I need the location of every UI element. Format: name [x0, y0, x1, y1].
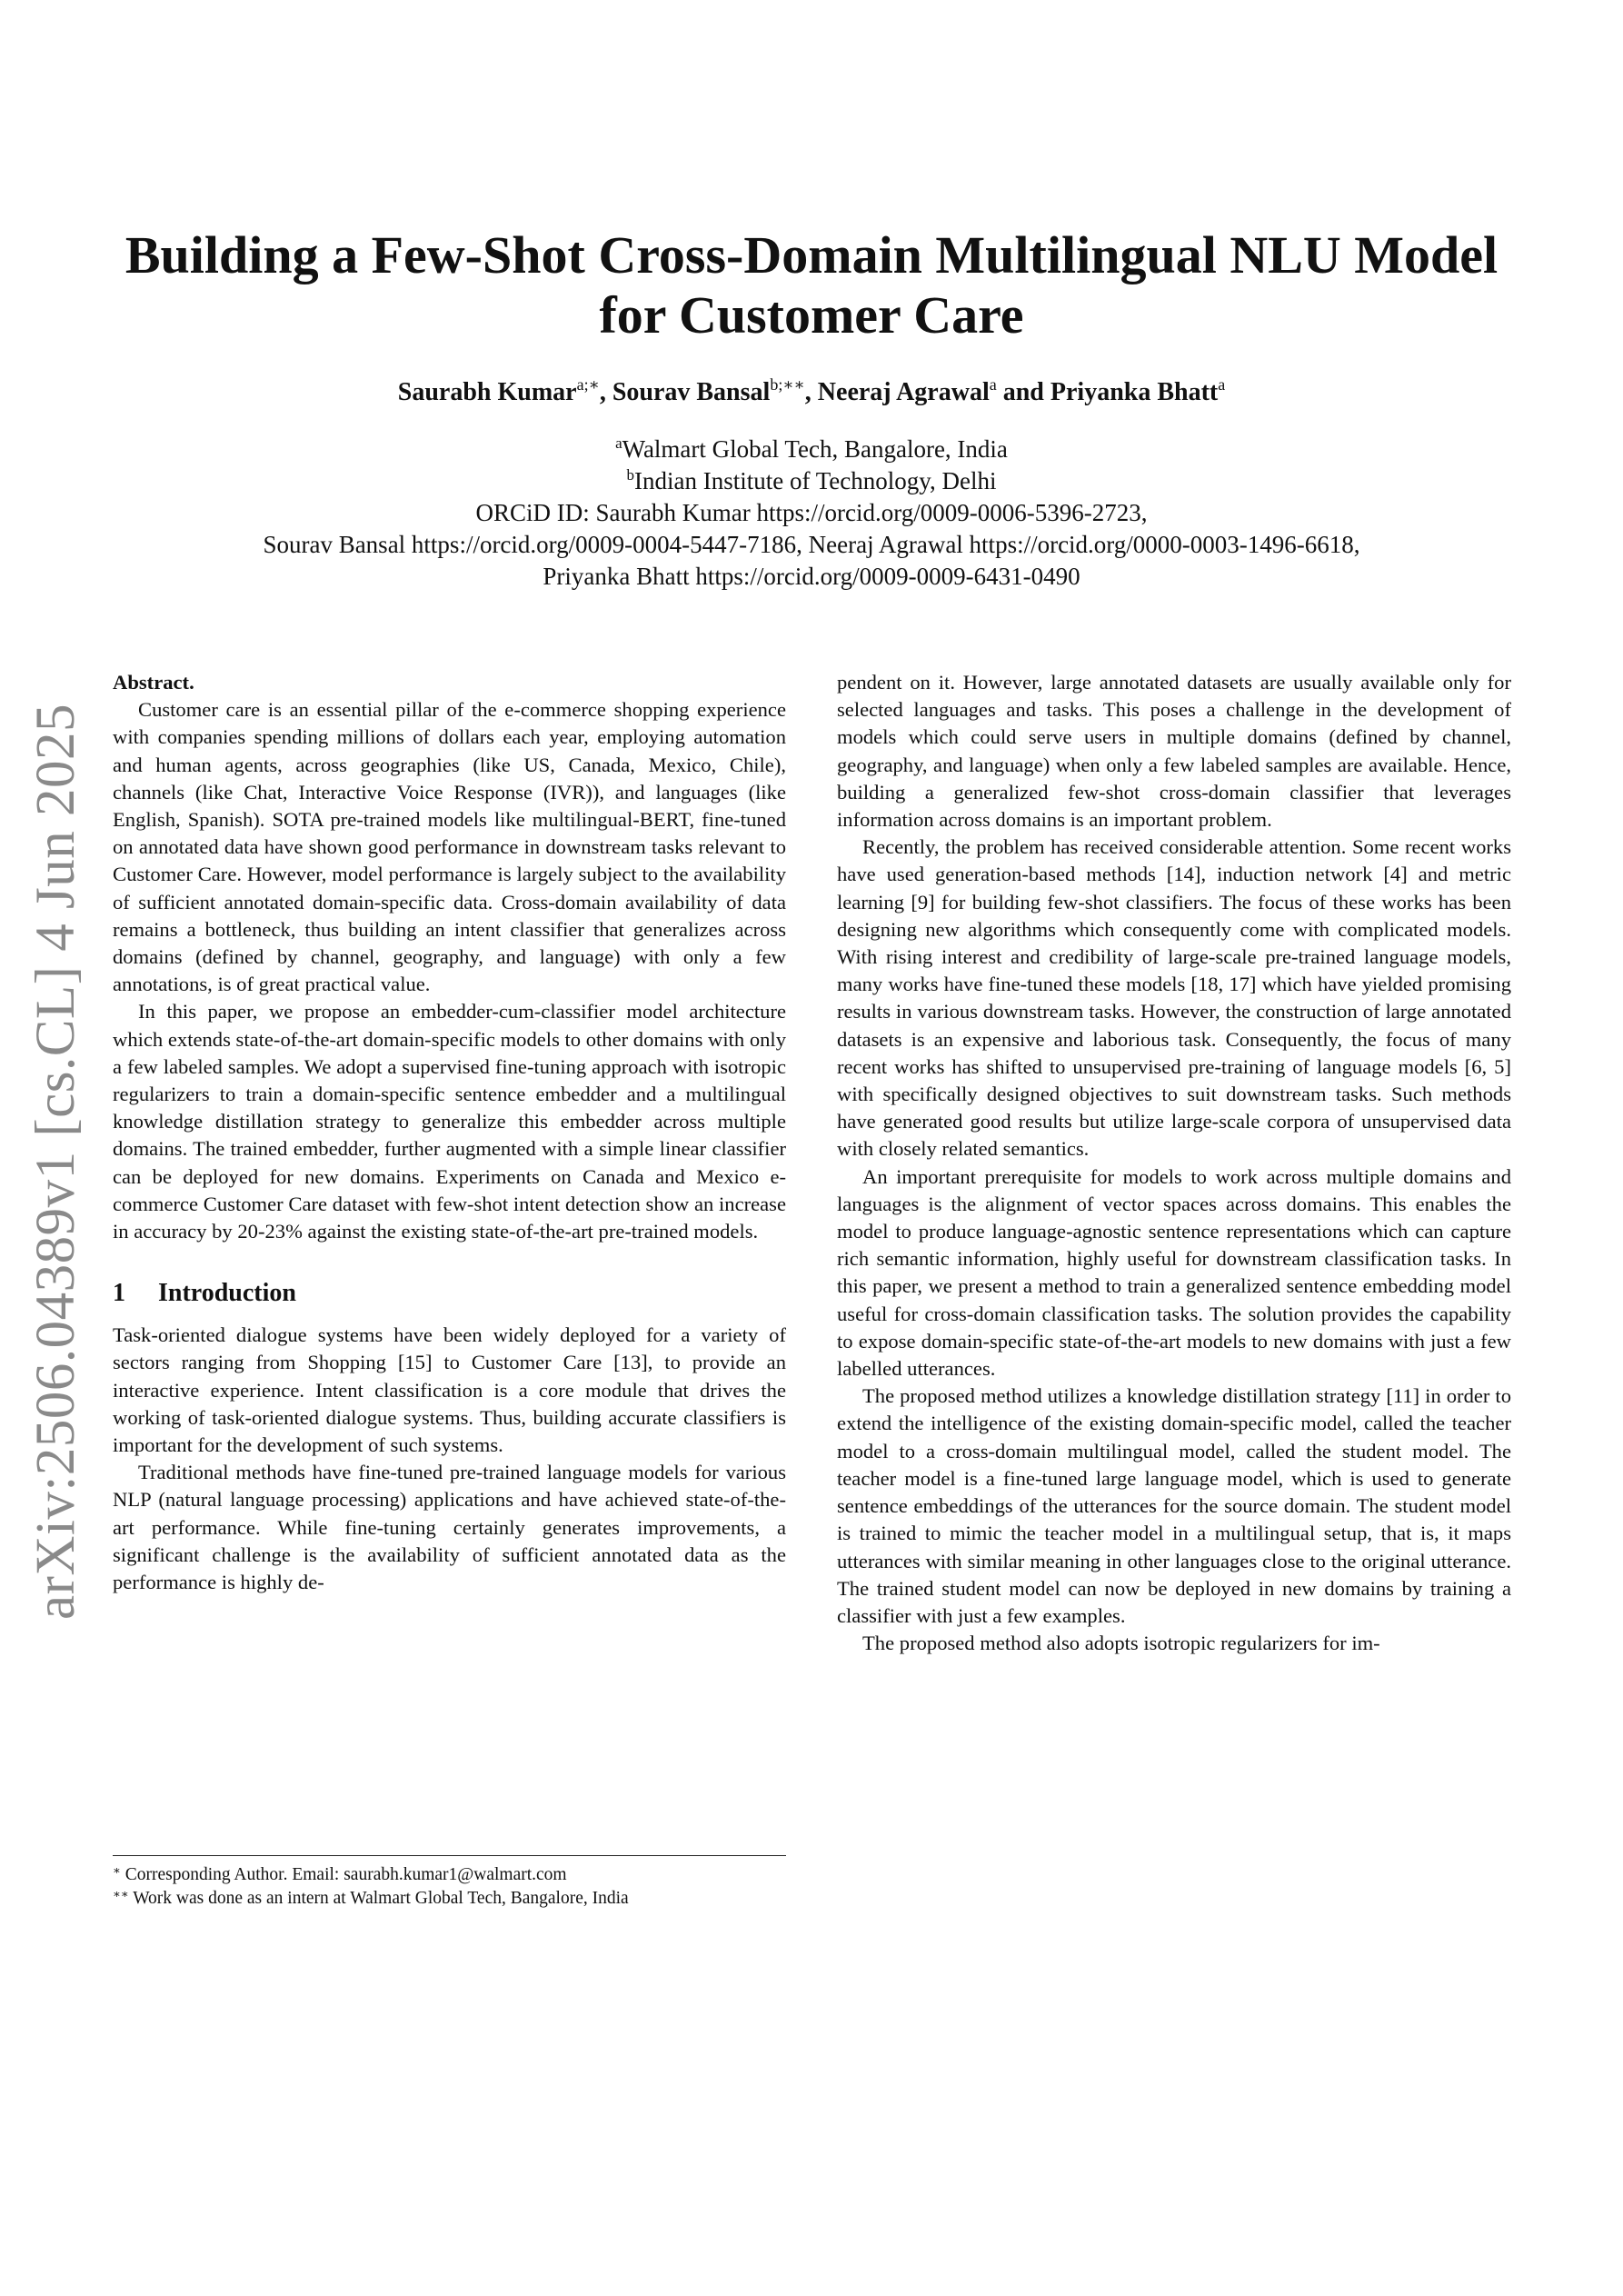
footnote-text: Corresponding Author. Email: saurabh.kumar1@walmart.com: [124, 1865, 567, 1884]
section-title: Introduction: [158, 1279, 296, 1308]
right-column: [837, 669, 1511, 1657]
abstract-paragraph: Customer care is an essential pillar of the e-commerce shopping experience with companies spending millions of dollars each year, employing automation and human agents, across geographies (like US, Canada, Mexico, Chile), channels (like Chat, Interactive Voice Response (IVR)), and languages (like English, Spanish). SOTA pre-trained models like multilingual-BERT, fine-tuned on annotated data have shown good performance in downstream tasks relevant to Customer Care. However, model performance is largely subject to the availability of sufficient annotated domain-specific data. Cross-domain availability of data remains a bottleneck, thus building an intent classifier that generalizes across domains (defined by channel, geography, and language) with only a few annotations, is of great practical value.: [113, 698, 786, 996]
author-separator: ,: [599, 378, 612, 406]
author-name: Neeraj Agrawal: [817, 378, 990, 406]
body-paragraph: The proposed method utilizes a knowledge distillation strategy [11] in order to extend the intelligence of the existing domain-specific model, called the teacher model to a cross-domain multilingual model, called the student model. The teacher model is a fine-tuned large language model, which is used to generate sentence embeddings of the utterances for the source domain. The student model is trained to mimic the teacher model in a multilingual setup, that is, it maps utterances with similar meaning in other languages close to the original utterance. The trained student model can now be deployed in new domains by training a classifier with just a few examples.: [837, 1384, 1511, 1627]
orcid-line: ORCiD ID: Saurabh Kumar https://orcid.org/0009-0006-5396-2723,: [475, 499, 1148, 526]
abstract-paragraph: In this paper, we propose an embedder-cum-classifier model architecture which extends state-of-the-art domain-specific models to other domains with only a few labeled samples. We adopt a supervised fine-tuning approach with isotropic regularizers to train a domain-specific sentence embedder and a multilingual knowledge distillation strategy to generalize this embedder across multiple domains. The trained embedder, further augmented with a simple linear classifier can be deployed for new domains. Experiments on Canada and Mexico e-commerce Customer Care dataset with few-shot intent detection show an increase in accuracy by 20-23% against the existing state-of-the-art pre-trained models.: [113, 1000, 787, 1243]
author-affiliation-mark: b;∗∗: [770, 375, 805, 394]
affiliation-mark: b: [626, 466, 634, 484]
author-affiliation-mark: a;∗: [576, 375, 600, 394]
author-name: Saurabh Kumar: [397, 378, 577, 406]
author-name: Sourav Bansal: [612, 378, 771, 406]
body-paragraph: Task-oriented dialogue systems have been widely deployed for a variety of sectors ranging from Shopping [15] to Customer Care [13], to provide an interactive experience. Intent classification is a core module that drives the working of task-oriented dialogue systems. Thus, building accurate classifiers is important for the development of such systems.: [113, 1323, 786, 1457]
body-paragraph: Traditional methods have fine-tuned pre-trained language models for various NLP (natural language processing) applications and have achieved state-of-the-art performance. While fine-tuning certainly generates improvements, a significant challenge is the availability of sufficient annotated data as the performance is highly de-: [113, 1461, 786, 1594]
body-paragraph: An important prerequisite for models to work across multiple domains and languages is the alignment of vector spaces across domains. This enables the model to produce language-agnostic sentence representations which can capture rich semantic information, highly useful for downstream classification tasks. In this paper, we present a method to train a generalized sentence embedding model useful for cross-domain classification tasks. The solution provides the capability to expose domain-specific state-of-the-art models to new domains with just a few labelled utterances.: [837, 1164, 1511, 1381]
affiliation-line: [91, 434, 1532, 465]
section-heading: [113, 1278, 786, 1309]
author-name: Priyanka Bhatt: [1050, 378, 1219, 406]
author-separator: and: [996, 378, 1050, 406]
footnote-text: Work was done as an intern at Walmart Global Tech, Bangalore, India: [133, 1889, 629, 1908]
author-affiliation-mark: a: [1218, 375, 1226, 394]
body-paragraph: Recently, the problem has received considerable attention. Some recent works have used generation-based methods [14], induction network [4] and metric learning [9] for building few-shot classifiers. The focus of these works has been designing new algorithms which consequently come with complicated models. With rising interest and credibility of large-scale pre-trained language models, many works have fine-tuned these models [18, 17] which have yielded promising results in various downstream tasks. However, the construction of large annotated datasets is an expensive and laborious task. Consequently, the focus of many recent works has shifted to unsupervised pre-training of language models [6, 5] with specifically designed objectives to suit downstream tasks. Such methods have generated good results but utilize large-scale corpora of unsupervised data with closely related semantics.: [837, 835, 1511, 1161]
body-paragraph: The proposed method also adopts isotropic regularizers for im-: [862, 1632, 1380, 1655]
footnote: [113, 1863, 786, 1887]
footnote-mark: ∗: [113, 1863, 121, 1877]
paper-title: Building a Few-Shot Cross-Domain Multilingual NLU Model for Customer Care: [124, 225, 1499, 344]
affiliation-text: Walmart Global Tech, Bangalore, India: [622, 435, 1008, 463]
section-number: 1: [113, 1279, 125, 1308]
orcid-line: Priyanka Bhatt https://orcid.org/0009-0009-6431-0490: [543, 563, 1080, 590]
affiliation-mark: a: [615, 434, 622, 452]
footnote-mark: ∗∗: [113, 1887, 129, 1901]
arxiv-identifier-stamp: arXiv:2506.04389v1 [cs.CL] 4 Jun 2025: [25, 704, 86, 1620]
affiliation-text: Indian Institute of Technology, Delhi: [633, 467, 997, 494]
left-column: [113, 669, 786, 1596]
affiliation-line: [91, 465, 1532, 497]
affiliations-block: [91, 434, 1532, 593]
footnotes: [113, 1863, 786, 1911]
author-affiliation-mark: a: [989, 375, 997, 394]
footnote: [113, 1887, 786, 1911]
author-separator: ,: [804, 378, 818, 406]
abstract-label: Abstract.: [113, 671, 194, 694]
body-paragraph: pendent on it. However, large annotated datasets are usually available only for selected languages and tasks. This poses a challenge in the development of models which could serve users in multiple domains (defined by channel, geography, and language) when only a few labeled samples are available. Hence, building a generalized few-shot cross-domain classifier that leverages information across domains is an important problem.: [837, 671, 1511, 832]
footnote-divider: [113, 1855, 786, 1857]
author-list: [109, 377, 1514, 408]
orcid-line: Sourav Bansal https://orcid.org/0009-0004-5447-7186, Neeraj Agrawal https://orcid.org/0000-0003-1496-6618,: [263, 531, 1360, 558]
